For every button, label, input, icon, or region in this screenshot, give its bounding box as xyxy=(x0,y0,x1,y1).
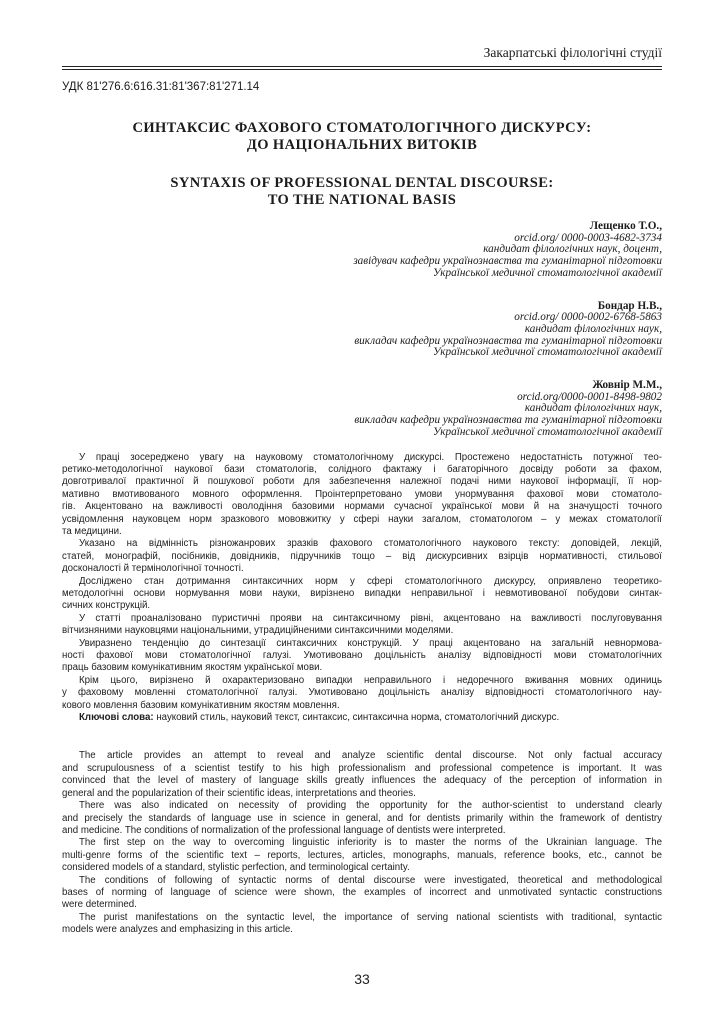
author-orcid: orcid.org/ 0000-0003-4682-3734 xyxy=(514,231,662,244)
author-block xyxy=(62,380,662,439)
text-line: у фаховому мовленні стоматологічної галузі. Умотивовано доцільність аналізу відповідності стоматологічного нау- xyxy=(62,687,662,699)
author-block xyxy=(62,301,662,360)
author-block xyxy=(62,221,662,280)
abstract-paragraph xyxy=(62,452,662,539)
text-line: вітчизняними науковцями національними, утрадиційненими синтаксичними моделями. xyxy=(62,625,454,637)
abstract-paragraph xyxy=(62,675,662,712)
text-line: сичних конструкцій. xyxy=(62,600,151,612)
text-line: and medicine. The conditions of normalization of the professional language of dentists were interpreted. xyxy=(62,824,506,836)
text-line: models were analyzes and emphasizing in this article. xyxy=(62,924,294,936)
author-institution: Української медичної стоматологічної академії xyxy=(433,425,662,438)
text-line: multi-genre forms of the scientific text – reports, lectures, articles, monographs, manuals, reference books, etc., cannot be xyxy=(62,849,662,861)
text-line: ності фахової мови стоматологічної галузі. Умотивовано доцільність аналізу відповідності мови стоматологічних xyxy=(62,650,662,662)
text-line: The article provides an attempt to reveal and analyze scientific dental discourse. Not only factual accuracy xyxy=(79,750,662,762)
article-title-en-line2: TO THE NATIONAL BASIS xyxy=(267,192,457,208)
text-line: У статті проаналізовано пуристичні прояви на синтаксичному рівні, акцентовано на важливості послуговування xyxy=(79,612,662,624)
journal-title: Закарпатські філологічні студії xyxy=(483,45,662,60)
article-title-uk xyxy=(62,120,662,154)
authors-section xyxy=(62,221,662,439)
abstract-paragraph xyxy=(62,837,662,874)
abstract-paragraph xyxy=(62,875,662,912)
text-line: ретико-методологічної наукової бази стоматологів, солідного фактажу і багаторічного досвіду роботи за фахом, xyxy=(62,463,662,475)
text-line: bases of norming of language of science were shown, the examples of incorrect and unmotivated syntactic constructions xyxy=(62,886,662,898)
text-line: The first step on the way to overcoming linguistic inferiority is to master the norms of the Ukrainian language. The xyxy=(79,837,662,849)
abstract-paragraph xyxy=(62,576,662,613)
page-content xyxy=(62,0,662,987)
author-orcid: orcid.org/ 0000-0002-6768-5863 xyxy=(514,311,662,324)
author-position: завідувач кафедри українознавства та гуманітарної підготовки xyxy=(353,255,662,268)
article-title-en-line1: SYNTAXIS OF PROFESSIONAL DENTAL DISCOURSE: xyxy=(170,175,554,191)
author-institution: Української медичної стоматологічної академії xyxy=(433,266,662,279)
abstract-paragraph xyxy=(62,800,662,837)
text-line: методологічні основи нормування мови науки, вирізнено випадки неправильної і невмотивованої побудови синтак- xyxy=(62,588,662,600)
text-line: There was also indicated on necessity of providing the opportunity for the author-scientist to understand clearly xyxy=(79,800,662,812)
text-line: Крім цього, вирізнено й охарактеризовано випадки неправильного і недоречного вживання мовних одиниць xyxy=(79,674,662,686)
text-line: та медицини. xyxy=(62,525,122,537)
text-line: кового мовлення базовим комунікативним якостям мовлення. xyxy=(62,699,340,711)
text-line: and scrupulousness of a scientist testify to his high professionalism and professional competence is important. It was xyxy=(62,762,662,774)
text-line: мативно вмотивованого мовного оформлення. Проінтерпретовано умови унормування фахової мови стоматоло- xyxy=(62,488,662,500)
text-line: The purist manifestations on the syntactic level, the importance of serving national scientists with traditional, syntactic xyxy=(79,911,662,923)
author-degree: кандидат філологічних наук, xyxy=(524,402,662,415)
abstract-paragraph xyxy=(62,638,662,675)
author-institution: Української медичної стоматологічної академії xyxy=(433,346,662,359)
text-line: Указано на відмінність різножанрових зразків фахового стоматологічного наукового тексту: доповідей, лекцій, xyxy=(79,538,662,550)
text-line: considered models of a standard, stylistic perfection, and terminological certainty. xyxy=(62,862,410,874)
header-rule xyxy=(62,66,662,70)
text-line: статей, монографій, посібників, довідників, підручників тощо – від дискурсивних взірців нормативності, стильової xyxy=(62,550,662,562)
udc-number: УДК 81'276.6:616.31:81'367:81'271.14 xyxy=(62,81,260,93)
page-number: 33 xyxy=(354,970,370,987)
text-line: The conditions of following of syntactic norms of dental discourse were investigated, theoretical and methodological xyxy=(79,874,662,886)
keywords-text: науковий стиль, науковий текст, синтаксис, синтаксична норма, стоматологічний дискурс. xyxy=(153,712,560,724)
keywords-line xyxy=(62,712,662,724)
text-line: У праці зосереджено увагу на науковому стоматологічному дискурсі. Простежено недостатність потужної тео- xyxy=(79,451,662,463)
abstract-paragraph xyxy=(62,613,662,638)
author-degree: кандидат філологічних наук, xyxy=(524,322,662,335)
abstract-paragraph xyxy=(62,912,662,937)
text-line: усвідомлення науковцем норм зразкового мововжитку у сфері науки загалом, стоматологом – у межах стоматології xyxy=(62,513,662,525)
author-position: викладач кафедри українознавства та гуманітарної підготовки xyxy=(354,334,662,347)
article-title-uk-line2: ДО НАЦІОНАЛЬНИХ ВИТОКІВ xyxy=(246,137,478,153)
author-name: Бондар Н.В., xyxy=(597,299,662,312)
text-line: general and the popularization of their scientific ideas, interpretations and theories. xyxy=(62,787,416,799)
text-line: Увиразнено тенденцію до синтезації синтаксичних конструкцій. У праці акцентовано на загальній невнормова- xyxy=(79,637,662,649)
text-line: праць базовим комунікативним якостям української мови. xyxy=(62,662,323,674)
text-line: довготривалої практичної й пошукової роботи для забезпечення належної подачі ними наукової інформації, її нор- xyxy=(62,476,662,488)
article-title-uk-line1: СИНТАКСИС ФАХОВОГО СТОМАТОЛОГІЧНОГО ДИСКУРСУ: xyxy=(132,120,592,136)
text-line: Досліджено стан дотримання синтаксичних норм у сфері стоматологічного дискурсу, оприявлено теоретико- xyxy=(79,575,662,587)
abstract-english xyxy=(62,750,662,936)
text-line: and precisely the standards of language use in science in general, and for dentists primarily within the framework of dentistry xyxy=(62,812,662,824)
text-line: досконалості й термінологічної точності. xyxy=(62,563,244,575)
author-orcid: orcid.org/0000-0001-8498-9802 xyxy=(517,390,662,403)
author-name: Жовнір М.М., xyxy=(592,379,662,392)
author-name: Лещенко Т.О., xyxy=(589,220,662,232)
text-line: convinced that the level of mastery of language skills greatly influences the adequacy of the perception of information in xyxy=(62,775,662,787)
abstract-paragraph xyxy=(62,750,662,800)
author-position: викладач кафедри українознавства та гуманітарної підготовки xyxy=(354,414,662,427)
keywords-label: Ключові слова: xyxy=(79,712,154,724)
text-line: were determined. xyxy=(62,899,137,911)
text-line: гів. Акцентовано на важливості оволодіння базовими нормами сучасної української мови й на значущості точного xyxy=(62,501,662,513)
abstract-ukrainian xyxy=(62,452,662,725)
author-degree: кандидат філологічних наук, доцент, xyxy=(483,243,662,256)
article-title-en xyxy=(62,175,662,209)
abstract-paragraph xyxy=(62,538,662,575)
